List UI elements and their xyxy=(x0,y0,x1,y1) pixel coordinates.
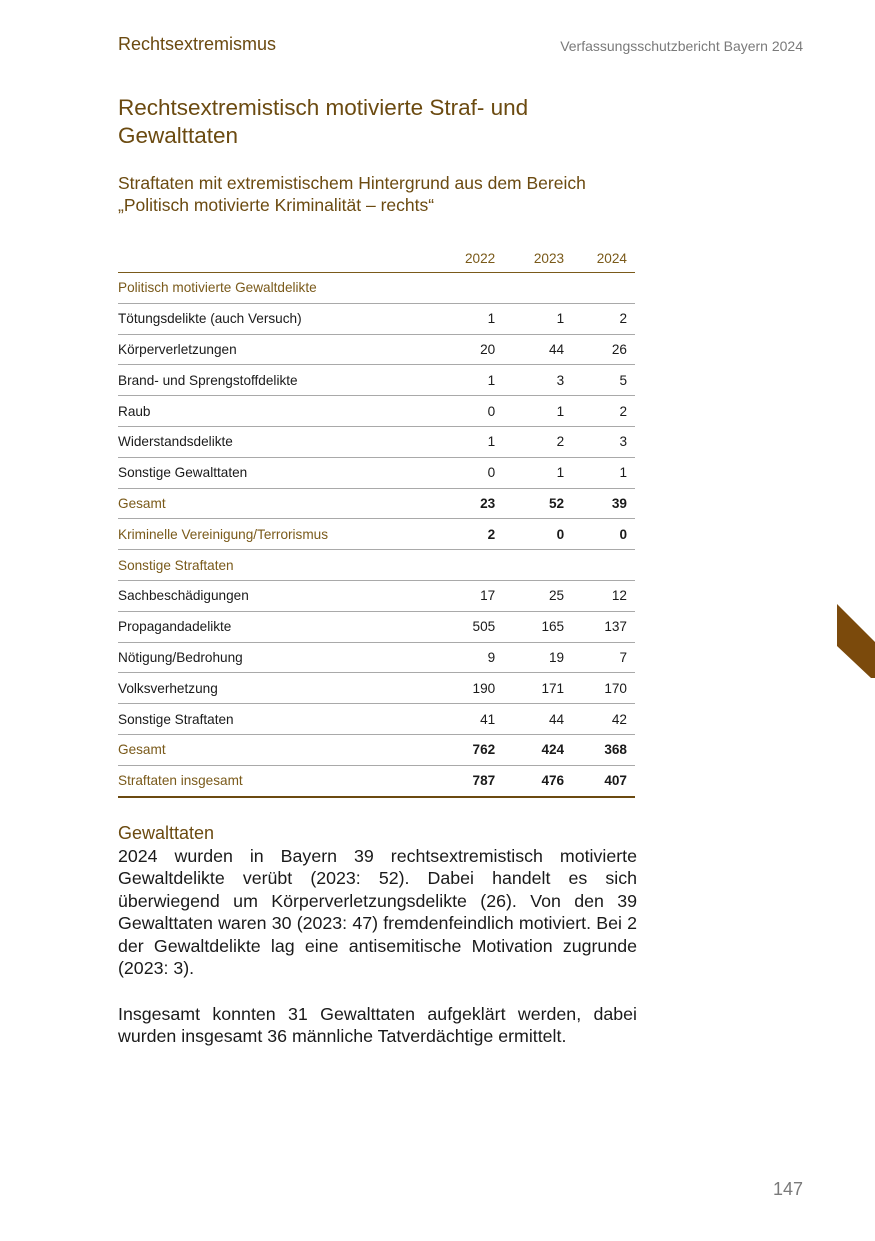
year-header-2022: 2022 xyxy=(434,244,503,273)
year-header-2023: 2023 xyxy=(503,244,572,273)
cell-2024: 407 xyxy=(572,765,635,796)
row-label: Tötungsdelikte (auch Versuch) xyxy=(118,303,434,334)
cell-2024: 26 xyxy=(572,334,635,365)
cell-2022: 1 xyxy=(434,303,503,334)
row-label: Körperverletzungen xyxy=(118,334,434,365)
row-label: Kriminelle Vereinigung/Terrorismus xyxy=(118,519,434,550)
cell-2022: 762 xyxy=(434,734,503,765)
cell-2024: 42 xyxy=(572,704,635,735)
table-section-row xyxy=(118,550,635,581)
running-header-report: Verfassungsschutzbericht Bayern 2024 xyxy=(560,38,803,54)
row-label: Gesamt xyxy=(118,734,434,765)
cell-2023: 44 xyxy=(503,704,572,735)
table-row xyxy=(118,426,635,457)
table-row xyxy=(118,642,635,673)
cell-2022: 190 xyxy=(434,673,503,704)
row-label: Volksverhetzung xyxy=(118,673,434,704)
table-total-row xyxy=(118,488,635,519)
body-paragraph-1: 2024 wurden in Bayern 39 rechtsextremistisch motivierte Gewaltdelikte verübt (2023: 52). Dabei handelt es sich überwiegend um Körperverletzungsdelikte (26). Von den 39 Gewalttaten waren 30 (2023: 47) fremdenfeindlich motiviert. Bei 2 der Gewaltdelikte lag eine antisemitische Motivation zugrunde (2023: 3). xyxy=(118,846,637,979)
cell-2023: 52 xyxy=(503,488,572,519)
cell-2024: 137 xyxy=(572,611,635,642)
cell-2023: 476 xyxy=(503,765,572,796)
table-body xyxy=(118,273,635,797)
table-total-row xyxy=(118,519,635,550)
table-row xyxy=(118,673,635,704)
cell-2023 xyxy=(503,273,572,304)
cell-2024: 3 xyxy=(572,426,635,457)
cell-2023: 44 xyxy=(503,334,572,365)
row-label: Nötigung/Bedrohung xyxy=(118,642,434,673)
row-label: Sonstige Straftaten xyxy=(118,550,434,581)
table-section-row xyxy=(118,273,635,304)
row-label: Sonstige Gewalttaten xyxy=(118,457,434,488)
cell-2024: 368 xyxy=(572,734,635,765)
cell-2024: 12 xyxy=(572,580,635,611)
row-label: Gesamt xyxy=(118,488,434,519)
cell-2022 xyxy=(434,550,503,581)
body-paragraph-2: Insgesamt konnten 31 Gewalttaten aufgeklärt werden, dabei wurden insgesamt 36 männliche Tatverdächtige ermittelt. xyxy=(118,1004,637,1047)
row-label: Sachbeschädigungen xyxy=(118,580,434,611)
cell-2023: 0 xyxy=(503,519,572,550)
cell-2024: 170 xyxy=(572,673,635,704)
table-row xyxy=(118,580,635,611)
table-row xyxy=(118,611,635,642)
cell-2023 xyxy=(503,550,572,581)
cell-2024: 7 xyxy=(572,642,635,673)
cell-2022: 0 xyxy=(434,396,503,427)
table-row xyxy=(118,704,635,735)
table-total-row xyxy=(118,734,635,765)
cell-2022: 20 xyxy=(434,334,503,365)
cell-2022: 23 xyxy=(434,488,503,519)
cell-2022: 1 xyxy=(434,426,503,457)
cell-2023: 165 xyxy=(503,611,572,642)
page-title: Rechtsextremistisch motivierte Straf- und Gewalttaten xyxy=(118,95,529,148)
cell-2024 xyxy=(572,550,635,581)
row-label: Propagandadelikte xyxy=(118,611,434,642)
cell-2023: 424 xyxy=(503,734,572,765)
table-title: Straftaten mit extremistischem Hintergrund aus dem Bereich „Politisch motivierte Kriminalität – rechts“ xyxy=(118,173,586,215)
table-header-label xyxy=(118,244,434,273)
table-row xyxy=(118,334,635,365)
table-row xyxy=(118,457,635,488)
cell-2022: 787 xyxy=(434,765,503,796)
chapter-tab-marker xyxy=(837,604,875,678)
row-label: Straftaten insgesamt xyxy=(118,765,434,796)
table-header-row xyxy=(118,244,635,273)
crime-statistics-table xyxy=(118,244,635,798)
cell-2023: 19 xyxy=(503,642,572,673)
running-header-section: Rechtsextremismus xyxy=(118,34,277,54)
cell-2022: 9 xyxy=(434,642,503,673)
cell-2024: 5 xyxy=(572,365,635,396)
table-row xyxy=(118,303,635,334)
cell-2023: 2 xyxy=(503,426,572,457)
table-row xyxy=(118,365,635,396)
row-label: Sonstige Straftaten xyxy=(118,704,434,735)
cell-2024 xyxy=(572,273,635,304)
cell-2022: 17 xyxy=(434,580,503,611)
cell-2024: 2 xyxy=(572,303,635,334)
row-label: Politisch motivierte Gewaltdelikte xyxy=(118,273,434,304)
chapter-tab-shape xyxy=(837,604,875,678)
page-number: 147 xyxy=(772,1179,803,1199)
cell-2022 xyxy=(434,273,503,304)
table-total-row xyxy=(118,765,635,796)
section-heading-gewalttaten: Gewalttaten xyxy=(118,823,215,843)
cell-2023: 1 xyxy=(503,396,572,427)
cell-2022: 41 xyxy=(434,704,503,735)
cell-2022: 1 xyxy=(434,365,503,396)
table-row xyxy=(118,396,635,427)
cell-2023: 1 xyxy=(503,457,572,488)
row-label: Widerstandsdelikte xyxy=(118,426,434,457)
cell-2022: 2 xyxy=(434,519,503,550)
cell-2022: 0 xyxy=(434,457,503,488)
cell-2024: 1 xyxy=(572,457,635,488)
cell-2024: 2 xyxy=(572,396,635,427)
cell-2023: 1 xyxy=(503,303,572,334)
year-header-2024: 2024 xyxy=(572,244,635,273)
cell-2023: 3 xyxy=(503,365,572,396)
cell-2024: 0 xyxy=(572,519,635,550)
cell-2022: 505 xyxy=(434,611,503,642)
cell-2024: 39 xyxy=(572,488,635,519)
row-label: Raub xyxy=(118,396,434,427)
cell-2023: 25 xyxy=(503,580,572,611)
row-label: Brand- und Sprengstoffdelikte xyxy=(118,365,434,396)
cell-2023: 171 xyxy=(503,673,572,704)
